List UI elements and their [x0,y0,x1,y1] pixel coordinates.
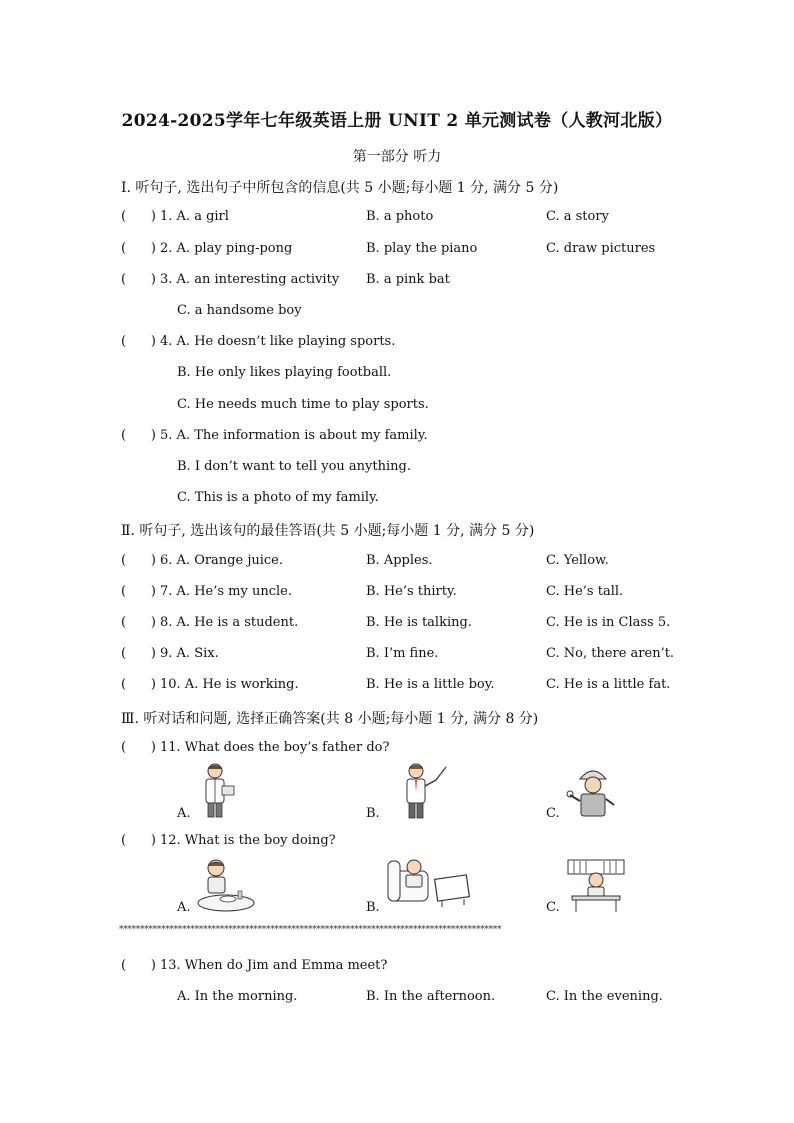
q6-option-a: 6. A. Orange juice. [160,553,283,568]
section-1-heading: Ⅰ. 听句子, 选出句子中所包含的信息(共 5 小题;每小题 1 分, 满分 5 分) [121,180,559,196]
q3-option-b: B. a pink bat [366,272,450,287]
q4-option-a: 4. A. He doesn’t like playing sports. [160,334,396,349]
answer-blank-13[interactable]: ( ) [121,958,156,973]
section-2-heading: Ⅱ. 听句子, 选出该句的最佳答语(共 5 小题;每小题 1 分, 满分 5 分) [121,523,535,539]
q8-option-b: B. He is talking. [366,615,472,630]
q10-option-c: C. He is a little fat. [546,677,671,692]
q5-option-a: 5. A. The information is about my family. [160,428,428,443]
q12-stem: 12. What is the boy doing? [160,833,336,848]
answer-blank-6[interactable]: ( ) [121,553,156,568]
answer-blank-11[interactable]: ( ) [121,740,156,755]
q3-option-a: 3. A. an interesting activity [160,272,340,287]
q2-option-c: C. draw pictures [546,241,656,256]
q8-option-a: 8. A. He is a student. [160,615,299,630]
answer-blank-2[interactable]: ( ) [121,241,156,256]
q10-option-b: B. He is a little boy. [366,677,495,692]
boy-reading-illustration [566,858,626,914]
answer-blank-3[interactable]: ( ) [121,272,156,287]
q9-option-b: B. I’m fine. [366,646,439,661]
answer-blank-10[interactable]: ( ) [121,677,156,692]
teacher-illustration [400,762,448,820]
boy-eating-illustration [196,858,256,914]
q9-option-a: 9. A. Six. [160,646,219,661]
q6-option-c: C. Yellow. [546,553,609,568]
q4-option-c: C. He needs much time to play sports. [177,397,429,412]
q3-option-c: C. a handsome boy [177,303,302,318]
answer-blank-1[interactable]: ( ) [121,209,156,224]
q1-option-a: 1. A. a girl [160,209,229,224]
q1-option-b: B. a photo [366,209,434,224]
q12-label-a: A. [177,900,191,915]
worker-illustration [566,765,618,819]
q13-option-b: B. In the afternoon. [366,989,496,1004]
answer-blank-5[interactable]: ( ) [121,428,156,443]
q5-option-c: C. This is a photo of my family. [177,490,379,505]
q12-label-b: B. [366,900,380,915]
q9-option-c: C. No, there aren’t. [546,646,675,661]
part-title: 第一部分 听力 [352,149,442,165]
q13-option-c: C. In the evening. [546,989,663,1004]
section-3-heading: Ⅲ. 听对话和问题, 选择正确答案(共 8 小题;每小题 1 分, 满分 8 分) [121,711,539,727]
answer-blank-9[interactable]: ( ) [121,646,156,661]
q11-label-c: C. [546,806,560,821]
q2-option-a: 2. A. play ping-pong [160,241,293,256]
q4-option-b: B. He only likes playing football. [177,365,392,380]
q7-option-b: B. He’s thirty. [366,584,457,599]
q11-label-b: B. [366,806,380,821]
boy-watching-tv-illustration [386,855,472,909]
q11-stem: 11. What does the boy’s father do? [160,740,390,755]
answer-blank-7[interactable]: ( ) [121,584,156,599]
doctor-illustration [196,762,238,820]
answer-blank-4[interactable]: ( ) [121,334,156,349]
answer-blank-12[interactable]: ( ) [121,833,156,848]
q7-option-c: C. He’s tall. [546,584,624,599]
q2-option-b: B. play the piano [366,241,478,256]
q10-option-a: 10. A. He is working. [160,677,299,692]
q6-option-b: B. Apples. [366,553,433,568]
q8-option-c: C. He is in Class 5. [546,615,671,630]
q11-label-a: A. [177,806,191,821]
q1-option-c: C. a story [546,209,609,224]
q12-label-c: C. [546,900,560,915]
q13-stem: 13. When do Jim and Emma meet? [160,958,388,973]
answer-blank-8[interactable]: ( ) [121,615,156,630]
q13-option-a: A. In the morning. [177,989,298,1004]
exam-title: 2024-2025学年七年级英语上册 UNIT 2 单元测试卷（人教河北版） [121,111,673,131]
q7-option-a: 7. A. He’s my uncle. [160,584,292,599]
page-separator: ******************************************************************************************* [119,925,502,935]
q5-option-b: B. I don’t want to tell you anything. [177,459,411,474]
